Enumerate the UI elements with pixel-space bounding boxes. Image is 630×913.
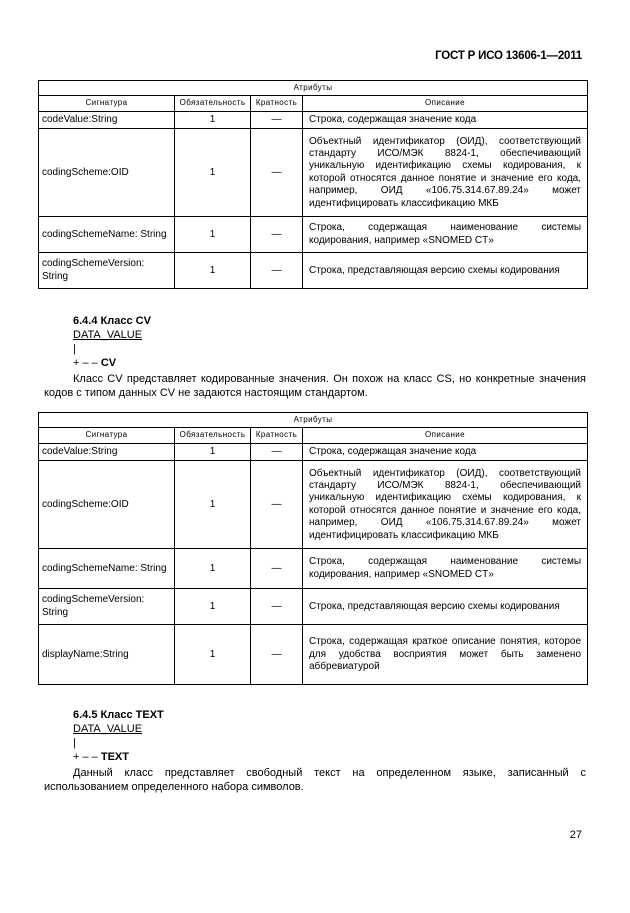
cell-signature: codingScheme:OID: [39, 461, 175, 549]
class-name: TEXT: [100, 751, 129, 763]
cell-mandatory: 1: [175, 549, 251, 589]
cell-description: Строка, содержащая наименование системы кодирования, например «SNOMED CT»: [303, 217, 588, 253]
table-row: [39, 217, 588, 253]
cell-description: Строка, представляющая версию схемы кодирования: [303, 253, 588, 289]
cell-mandatory: 1: [175, 589, 251, 625]
cell-multiplicity: —: [251, 129, 303, 217]
table-group-header-row: [39, 81, 588, 96]
table-row: [39, 549, 588, 589]
cell-multiplicity: —: [251, 589, 303, 625]
cell-multiplicity: —: [251, 625, 303, 685]
table-row: [39, 625, 588, 685]
attributes-table-cs: [38, 80, 588, 289]
cell-mandatory: 1: [175, 111, 251, 128]
document-code-header: ГОСТ Р ИСО 13606-1—2011: [435, 50, 582, 62]
column-header-multiplicity: Кратность: [251, 96, 303, 111]
class-name: CV: [100, 357, 117, 369]
cell-mandatory: 1: [175, 253, 251, 289]
section-heading: 6.4.5 Класс TEXT: [73, 709, 164, 721]
section-text-paragraph: Данный класс представляет свободный текст на определенном языке, записанный с использованием определенного набора символов.: [44, 767, 586, 793]
table-row: [39, 253, 588, 289]
column-header-signature: Сигнатура: [39, 428, 175, 443]
inheritance-bar: |: [73, 343, 76, 355]
table-group-header: Атрибуты: [39, 413, 588, 428]
inheritance-prefix: + – –: [73, 751, 98, 763]
table-row: [39, 443, 588, 460]
cell-signature: codeValue:String: [39, 443, 175, 460]
cell-signature: codeValue:String: [39, 111, 175, 128]
column-header-description: Описание: [303, 96, 588, 111]
table-group-header: Атрибуты: [39, 81, 588, 96]
cell-description: Объектный идентификатор (ОИД), соответствующий стандарту ИСО/МЭК 8824-1, обеспечивающий уникальную идентификацию схемы кодирования, к которой относятся данное понятие и значение его кода, например, ОИД «106.75.314.67.89.24» может идентифицировать классификацию МКБ: [303, 129, 588, 217]
cell-multiplicity: —: [251, 217, 303, 253]
table-row: [39, 129, 588, 217]
cell-mandatory: 1: [175, 625, 251, 685]
inheritance-prefix: + – –: [73, 357, 98, 369]
cell-mandatory: 1: [175, 217, 251, 253]
cell-signature: codingSchemeVersion: String: [39, 589, 175, 625]
table-column-header-row: [39, 96, 588, 111]
cell-description: Строка, содержащая значение кода: [303, 111, 588, 128]
cell-multiplicity: —: [251, 111, 303, 128]
parent-class-name: DATA_VALUE: [73, 329, 143, 341]
column-header-multiplicity: Кратность: [251, 428, 303, 443]
column-header-mandatory: Обязательность: [175, 96, 251, 111]
cell-multiplicity: —: [251, 443, 303, 460]
cell-description: Строка, содержащая краткое описание понятия, которое для удобства восприятия может быть заменено аббревиатурой: [303, 625, 588, 685]
section-cv: [73, 314, 151, 370]
table-row: [39, 111, 588, 128]
section-heading: 6.4.4 Класс CV: [73, 315, 151, 327]
page-number: 27: [569, 829, 582, 841]
table-group-header-row: [39, 413, 588, 428]
inheritance-line: [73, 750, 164, 764]
cell-multiplicity: —: [251, 549, 303, 589]
cell-signature: displayName:String: [39, 625, 175, 685]
table-row: [39, 589, 588, 625]
cell-mandatory: 1: [175, 443, 251, 460]
table-row: [39, 461, 588, 549]
cell-mandatory: 1: [175, 129, 251, 217]
cell-signature: codingSchemeName: String: [39, 549, 175, 589]
cell-description: Строка, содержащая значение кода: [303, 443, 588, 460]
cell-multiplicity: —: [251, 461, 303, 549]
inheritance-bar: |: [73, 737, 76, 749]
inheritance-line: [73, 356, 151, 370]
section-cv-paragraph: Класс CV представляет кодированные значения. Он похож на класс CS, но конкретные значения кодов с типом данных CV не задаются настоящим стандартом.: [44, 373, 586, 399]
cell-signature: codingScheme:OID: [39, 129, 175, 217]
cell-multiplicity: —: [251, 253, 303, 289]
cell-description: Строка, содержащая наименование системы кодирования, например «SNOMED CT»: [303, 549, 588, 589]
parent-class-name: DATA_VALUE: [73, 723, 143, 735]
cell-signature: codingSchemeVersion: String: [39, 253, 175, 289]
table-column-header-row: [39, 428, 588, 443]
column-header-mandatory: Обязательность: [175, 428, 251, 443]
cell-description: Строка, представляющая версию схемы кодирования: [303, 589, 588, 625]
section-text: [73, 708, 164, 764]
cell-mandatory: 1: [175, 461, 251, 549]
column-header-description: Описание: [303, 428, 588, 443]
column-header-signature: Сигнатура: [39, 96, 175, 111]
attributes-table-cv: [38, 412, 588, 685]
cell-signature: codingSchemeName: String: [39, 217, 175, 253]
cell-description: Объектный идентификатор (ОИД), соответствующий стандарту ИСО/МЭК 8824-1, обеспечивающий уникальную идентификацию схемы кодирования, к которой относятся данное понятие и значение его кода, например, ОИД «106.75.314.67.89.24» может идентифицировать классификацию МКБ: [303, 461, 588, 549]
